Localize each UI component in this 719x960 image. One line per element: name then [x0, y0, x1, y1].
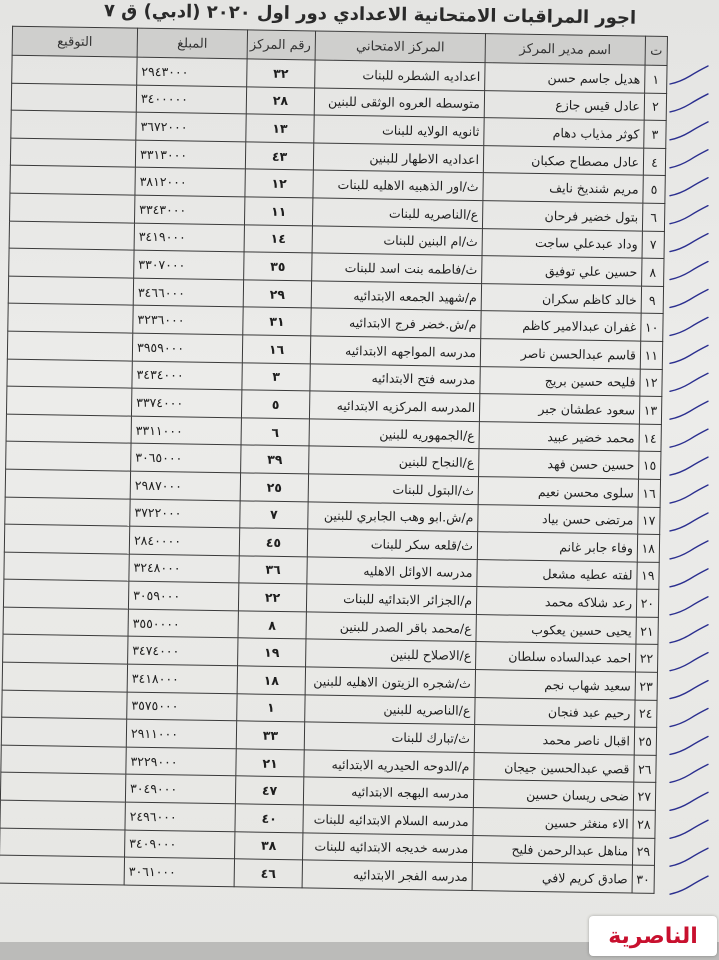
- tick-mark: [670, 429, 708, 447]
- signature-cell: [6, 441, 131, 471]
- amount: ٣٧٢٢٠٠٠: [130, 499, 240, 528]
- signature-cell: [0, 773, 125, 803]
- exam-center: م/الجزائر الابتدائيه للبنات: [306, 584, 476, 614]
- amount: ٣٤١٨٠٠٠: [127, 664, 237, 693]
- center-number: ٨: [238, 611, 306, 640]
- signature-cell: [6, 414, 131, 444]
- header-amount: المبلغ: [137, 28, 247, 59]
- exam-center: مدرسه الاوائل الاهليه: [307, 557, 477, 587]
- tick-mark: [670, 94, 708, 112]
- center-number: ١: [237, 693, 305, 722]
- tick-mark: [670, 653, 708, 671]
- row-index: ١٢: [640, 369, 662, 397]
- center-number: ١٢: [245, 169, 313, 198]
- manager-name: خالد كاظم سكران: [481, 283, 641, 313]
- exam-center: ع/النجاح للبنين: [309, 446, 479, 476]
- exam-center: مدرسه فتح الابتدائيه: [310, 363, 480, 393]
- amount: ٣٣١١٠٠٠: [131, 416, 241, 445]
- tick-mark: [670, 569, 708, 587]
- tick-mark: [670, 150, 708, 168]
- center-number: ٣٦: [239, 556, 307, 585]
- row-index: ١٧: [638, 507, 660, 535]
- signature-cell: [0, 828, 125, 858]
- row-index: ٣: [644, 120, 666, 148]
- exam-center: ث/شجره الزيتون الاهليه للبنين: [305, 667, 475, 697]
- manager-name: غفران عبدالامير كاظم: [481, 311, 641, 341]
- row-index: ١: [645, 65, 667, 93]
- signature-cell: [6, 386, 131, 416]
- tick-mark: [670, 122, 708, 140]
- signature-cell: [10, 166, 135, 196]
- exam-center: مدرسه الفجر الابتدائيه: [302, 860, 472, 890]
- row-index: ١٣: [639, 396, 661, 424]
- manager-name: وداد عبدعلي ساجت: [482, 228, 642, 258]
- manager-name: عادل مصطاح صكبان: [483, 145, 643, 175]
- exam-center: م/شهيد الجمعه الابتدائيه: [311, 281, 481, 311]
- exam-center: المدرسه المركزيه الابتدائيه: [309, 391, 479, 421]
- tick-mark: [670, 234, 708, 252]
- logo-text: الناصرية: [608, 923, 698, 949]
- manager-name: قصي عبدالحسين جيجان: [474, 752, 634, 782]
- tick-mark: [670, 485, 708, 503]
- exam-center: اعداديه الاطهار للبنين: [313, 143, 483, 173]
- exam-center: ع/الاصلاح للبنين: [306, 639, 476, 669]
- center-number: ١٣: [246, 114, 314, 143]
- row-index: ٢: [644, 93, 666, 121]
- signature-cell: [3, 607, 128, 637]
- signature-cell: [3, 579, 128, 609]
- manager-name: سلوى محسن نعيم: [478, 476, 638, 506]
- amount: ٣٠٦١٠٠٠: [124, 857, 234, 886]
- signature-cell: [12, 55, 137, 85]
- amount: ٣٣٧٤٠٠٠: [131, 388, 241, 417]
- tick-mark: [670, 764, 708, 782]
- amount: ٣٥٧٥٠٠٠: [127, 692, 237, 721]
- exam-center: مدرسه البهجه الابتدائيه: [303, 777, 473, 807]
- center-number: ١٦: [242, 335, 310, 364]
- amount: ٣٠٥٩٠٠٠: [128, 581, 238, 610]
- manager-name: حسين حسن فهد: [479, 449, 639, 479]
- tick-mark: [670, 373, 708, 391]
- center-number: ٤٥: [239, 528, 307, 557]
- manager-name: رحيم عبد فنجان: [475, 697, 635, 727]
- row-index: ١٦: [638, 479, 660, 507]
- amount: ٢٩٤٣٠٠٠: [137, 57, 247, 86]
- exam-center: ع/الناصريه للبنات: [312, 198, 482, 228]
- exam-center: ع/الناصريه للبنين: [305, 695, 475, 725]
- exam-center: ثانويه الولايه للبنات: [314, 115, 484, 145]
- exam-center: ث/قلعه سكر للبنات: [307, 529, 477, 559]
- row-index: ٤: [643, 148, 665, 176]
- row-index: ١٠: [641, 313, 663, 341]
- row-index: ٧: [642, 231, 664, 259]
- exam-center: ث/تبارك للبنات: [304, 722, 474, 752]
- tick-mark: [670, 401, 708, 419]
- header-exam-center: المركز الامتحاني: [315, 31, 485, 63]
- signature-cell: [5, 469, 130, 499]
- site-logo: [589, 916, 717, 956]
- tick-mark: [670, 262, 708, 280]
- tick-mark: [670, 66, 708, 84]
- row-index: ٩: [641, 286, 663, 314]
- exam-center: ث/فاطمه بنت اسد للبنات: [312, 253, 482, 283]
- exam-center: ث/البتول للبنات: [308, 474, 478, 504]
- signature-cell: [0, 800, 125, 830]
- manager-name: قاسم عبدالحسن ناصر: [480, 339, 640, 369]
- signature-cell: [10, 193, 135, 223]
- signature-cell: [11, 83, 136, 113]
- row-index: ٢٥: [634, 727, 656, 755]
- row-index: ١٨: [637, 534, 659, 562]
- exam-center: م/الدوحه الحيدريه الابتدائيه: [304, 750, 474, 780]
- center-number: ٢٢: [238, 583, 306, 612]
- amount: ٣٨١٢٠٠٠: [135, 168, 245, 197]
- row-index: ٢٢: [636, 645, 658, 673]
- center-number: ٢١: [236, 749, 304, 778]
- signature-cell: [9, 248, 134, 278]
- center-number: ٣٢: [247, 59, 315, 88]
- row-index: ٢٣: [635, 672, 657, 700]
- amount: ٣٠٤٩٠٠٠: [125, 775, 235, 804]
- signature-cell: [11, 110, 136, 140]
- center-number: ٣٣: [236, 721, 304, 750]
- exam-center: ث/ام البنين للبنات: [312, 226, 482, 256]
- center-number: ٣١: [243, 307, 311, 336]
- amount: ٣٤٦٦٠٠٠: [133, 278, 243, 307]
- manager-name: محمد خضير عبيد: [479, 421, 639, 451]
- exam-center: ث/اور الذهبيه الاهليه للبنات: [313, 170, 483, 200]
- amount: ٣٤٠٩٠٠٠: [125, 830, 235, 859]
- center-number: ٤٣: [245, 142, 313, 171]
- amount: ٣٤١٩٠٠٠: [134, 223, 244, 252]
- amount: ٣٩٥٩٠٠٠: [132, 333, 242, 362]
- manager-name: ضحى ريسان حسين: [473, 780, 633, 810]
- exam-center: مدرسه المواجهه الابتدائيه: [310, 336, 480, 366]
- signature-cell: [8, 304, 133, 334]
- manager-name: سعيد شهاب نجم: [475, 670, 635, 700]
- exam-center: ع/الجمهوريه للبنين: [309, 419, 479, 449]
- manager-name: حسين علي توفيق: [482, 256, 642, 286]
- tick-mark: [670, 178, 708, 196]
- signature-cell: [5, 497, 130, 527]
- amount: ٣٢٣٦٠٠٠: [133, 305, 243, 334]
- header-index: ت: [645, 36, 667, 65]
- center-number: ٢٩: [243, 280, 311, 309]
- header-manager-name: اسم مدير المركز: [485, 34, 645, 66]
- row-index: ١٥: [639, 451, 661, 479]
- exam-center: متوسطه العروه الوثقى للبنين: [314, 88, 484, 118]
- exam-center: م/ش.ابو وهب الجابري للبنين: [308, 501, 478, 531]
- manager-name: فليحه حسين بريج: [480, 366, 640, 396]
- center-number: ١٤: [244, 224, 312, 253]
- amount: ٢٤٩٦٠٠٠: [125, 802, 235, 831]
- center-number: ٧: [240, 500, 308, 529]
- center-number: ١٨: [237, 666, 305, 695]
- amount: ٣٤٣٤٠٠٠: [132, 361, 242, 390]
- manager-name: اقبال ناصر محمد: [474, 725, 634, 755]
- amount: ٣٣١٣٠٠٠: [135, 140, 245, 169]
- manager-name: مريم شنديخ نايف: [483, 173, 643, 203]
- center-number: ٢٥: [240, 473, 308, 502]
- amount: ٣٢٢٩٠٠٠: [126, 747, 236, 776]
- manager-name: مرتضى حسن بياد: [478, 504, 638, 534]
- center-number: ٣٥: [244, 252, 312, 281]
- manager-name: كوثر مذياب دهام: [484, 118, 644, 148]
- amount: ٣٦٧٢٠٠٠: [136, 112, 246, 141]
- signature-cell: [0, 855, 125, 885]
- row-index: ١٩: [637, 562, 659, 590]
- tick-mark: [670, 317, 708, 335]
- row-index: ٣٠: [632, 865, 654, 893]
- row-index: ٢٩: [632, 838, 654, 866]
- signature-cell: [2, 662, 127, 692]
- manager-name: سعود عطشان جبر: [479, 394, 639, 424]
- amount: ٢٩٨٧٠٠٠: [130, 471, 240, 500]
- row-index: ٢٠: [636, 589, 658, 617]
- header-center-number: رقم المركز: [247, 30, 315, 60]
- row-index: ٢٦: [634, 755, 656, 783]
- amount: ٣٢٤٨٠٠٠: [129, 554, 239, 583]
- header-signature: التوقيع: [12, 26, 137, 57]
- signature-cell: [2, 690, 127, 720]
- tick-mark: [670, 206, 708, 224]
- center-number: ١٩: [238, 638, 306, 667]
- row-index: ١٤: [639, 424, 661, 452]
- exam-center: مدرسه السلام الابتدائيه للبنات: [303, 805, 473, 835]
- row-index: ١١: [640, 341, 662, 369]
- manager-name: مناهل عبدالرحمن فليح: [472, 835, 632, 865]
- center-number: ٣٨: [235, 831, 303, 860]
- signature-cell: [4, 552, 129, 582]
- manager-name: يحيى حسين يعكوب: [476, 614, 636, 644]
- signature-cell: [1, 717, 126, 747]
- manager-name: عادل قيس جازع: [484, 90, 644, 120]
- center-number: ٢٨: [246, 86, 314, 115]
- center-number: ٥: [241, 390, 309, 419]
- payments-table: [0, 26, 668, 894]
- tick-mark: [670, 709, 708, 727]
- signature-cell: [3, 635, 128, 665]
- manager-name: رعد شلاكه محمد: [476, 587, 636, 617]
- amount: ٣٣٤٣٠٠٠: [135, 195, 245, 224]
- tick-mark: [670, 289, 708, 307]
- row-index: ٢١: [636, 617, 658, 645]
- center-number: ٤٠: [235, 804, 303, 833]
- amount: ٣٥٥٠٠٠٠: [128, 609, 238, 638]
- center-number: ١١: [244, 197, 312, 226]
- signature-cell: [8, 276, 133, 306]
- tick-mark: [670, 848, 708, 866]
- tick-mark: [670, 541, 708, 559]
- center-number: ٤٦: [234, 859, 302, 888]
- row-index: ٢٧: [633, 782, 655, 810]
- tick-mark: [670, 820, 708, 838]
- exam-center: اعداديه الشطره للبنات: [315, 60, 485, 90]
- row-index: ٦: [642, 203, 664, 231]
- signature-cell: [7, 359, 132, 389]
- row-index: ٨: [642, 258, 664, 286]
- amount: ٣٤٠٠٠٠٠: [136, 85, 246, 114]
- amount: ٢٩١١٠٠٠: [126, 719, 236, 748]
- manager-name: بتول خضير فرحان: [482, 201, 642, 231]
- tick-mark: [670, 597, 708, 615]
- signature-cell: [10, 138, 135, 168]
- signature-cell: [1, 745, 126, 775]
- center-number: ٣٩: [241, 445, 309, 474]
- row-index: ٢٨: [633, 810, 655, 838]
- manager-name: لفته عطيه مشعل: [477, 559, 637, 589]
- tick-mark: [670, 345, 708, 363]
- manager-name: وفاء جابر غانم: [477, 532, 637, 562]
- manager-name: الاء منغثر حسين: [473, 808, 633, 838]
- tick-mark: [670, 457, 708, 475]
- manager-name: احمد عبدالساده سلطان: [476, 642, 636, 672]
- signature-tick-marks: [666, 60, 716, 940]
- amount: ٣٤٧٤٠٠٠: [128, 637, 238, 666]
- exam-center: م/ش.خضر فرج الابتدائيه: [311, 308, 481, 338]
- amount: ٣٠٦٥٠٠٠: [131, 443, 241, 472]
- center-number: ٣: [242, 362, 310, 391]
- row-index: ٥: [643, 176, 665, 204]
- center-number: ٤٧: [235, 776, 303, 805]
- exam-center: مدرسه خديجه الابتدائيه للبنات: [303, 832, 473, 862]
- tick-mark: [670, 792, 708, 810]
- row-index: ٢٤: [635, 700, 657, 728]
- tick-mark: [670, 625, 708, 643]
- tick-mark: [670, 681, 708, 699]
- signature-cell: [7, 331, 132, 361]
- manager-name: هديل جاسم حسن: [485, 63, 645, 93]
- tick-mark: [670, 876, 708, 894]
- amount: ٣٣٠٧٠٠٠: [134, 250, 244, 279]
- signature-cell: [9, 221, 134, 251]
- table-body: [0, 55, 667, 893]
- tick-mark: [670, 513, 708, 531]
- exam-center: ع/محمد باقر الصدر للبنين: [306, 612, 476, 642]
- tick-mark: [670, 736, 708, 754]
- document-title: اجور المراقبات الامتحانية الاعدادي دور اول ٢٠٢٠ (ادبي) ق ٧: [103, 0, 637, 29]
- signature-cell: [4, 524, 129, 554]
- center-number: ٦: [241, 418, 309, 447]
- amount: ٢٨٤٠٠٠٠: [129, 526, 239, 555]
- manager-name: صادق كريم لافي: [472, 863, 632, 893]
